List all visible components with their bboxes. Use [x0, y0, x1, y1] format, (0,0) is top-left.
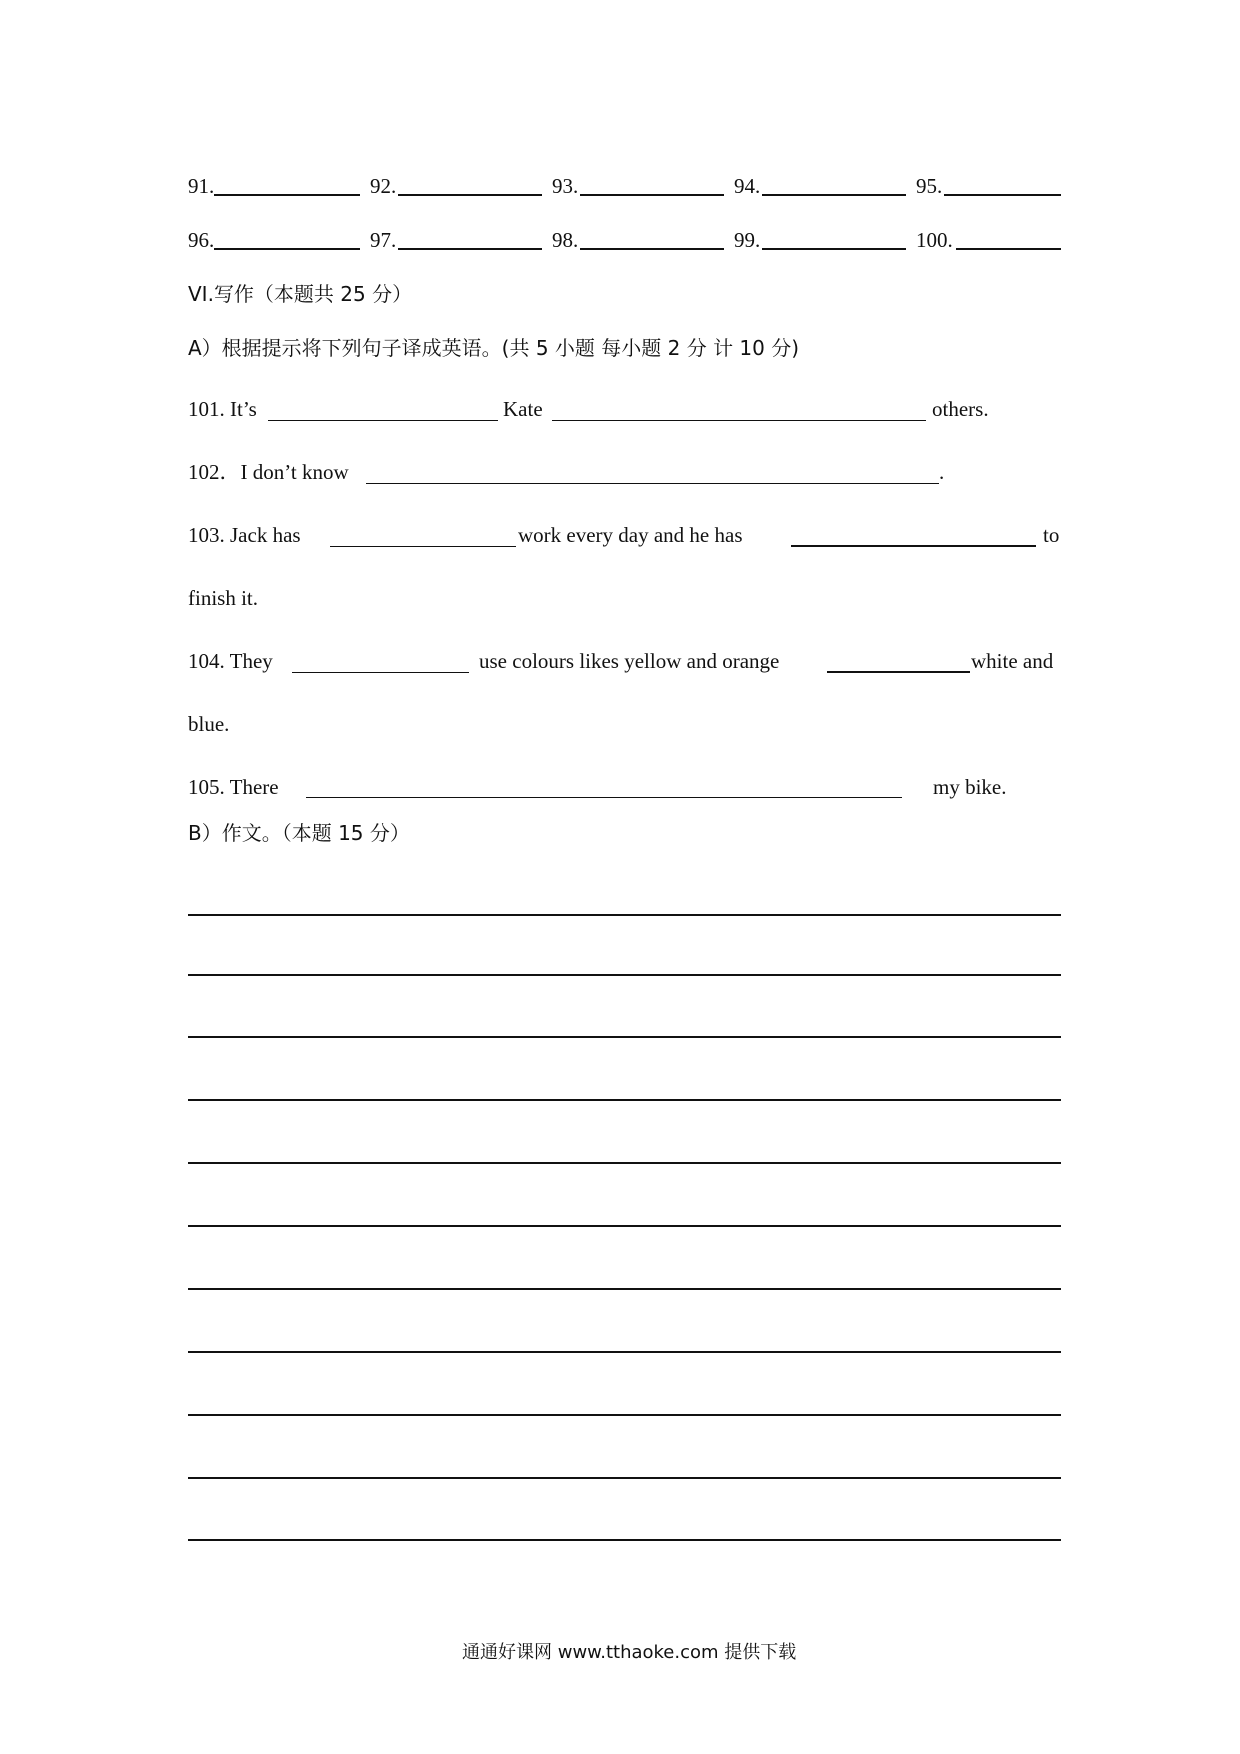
answer-label-97: 97. [370, 228, 397, 252]
answer-label-93: 93. [552, 174, 579, 198]
q103-blank-1[interactable] [330, 546, 516, 547]
section-title: VI.写作（本题共 25 分） [188, 282, 413, 306]
composition-line[interactable] [188, 1036, 1061, 1038]
q102-suffix: . [939, 460, 945, 484]
answer-blank-99[interactable] [762, 248, 906, 250]
q104-middle: use colours likes yellow and orange [479, 649, 780, 673]
q103-middle: work every day and he has [518, 523, 743, 547]
composition-line[interactable] [188, 974, 1061, 976]
answer-blank-92[interactable] [398, 194, 542, 196]
answer-blank-91[interactable] [214, 194, 360, 196]
q104-suffix: white and [971, 649, 1054, 673]
answer-blank-95[interactable] [944, 194, 1061, 196]
q101-prefix: 101. It’s [188, 397, 257, 421]
q104-blank-2[interactable] [827, 671, 970, 673]
part-b-title: B）作文。（本题 15 分） [188, 821, 410, 845]
composition-line[interactable] [188, 1225, 1061, 1227]
composition-line[interactable] [188, 1351, 1061, 1353]
page-footer: 通通好课网 www.tthaoke.com 提供下载 [462, 1642, 797, 1663]
q103-blank-2[interactable] [791, 545, 1036, 547]
answer-blank-98[interactable] [580, 248, 724, 250]
answer-label-98: 98. [552, 228, 579, 252]
answer-blank-94[interactable] [762, 194, 906, 196]
answer-label-95: 95. [916, 174, 943, 198]
composition-line[interactable] [188, 1414, 1061, 1416]
q101-suffix: others. [932, 397, 989, 421]
composition-line[interactable] [188, 914, 1061, 916]
q103-prefix: 103. Jack has [188, 523, 301, 547]
q104-prefix: 104. They [188, 649, 273, 673]
q104-line2: blue. [188, 712, 230, 736]
composition-line[interactable] [188, 1477, 1061, 1479]
composition-line[interactable] [188, 1099, 1061, 1101]
answer-label-99: 99. [734, 228, 761, 252]
q105-blank[interactable] [306, 797, 902, 798]
q104-blank-1[interactable] [292, 672, 469, 673]
answer-blank-93[interactable] [580, 194, 724, 196]
answer-label-92: 92. [370, 174, 397, 198]
answer-label-91: 91. [188, 174, 215, 198]
composition-line[interactable] [188, 1539, 1061, 1541]
q105-prefix: 105. There [188, 775, 279, 799]
q102-prefix: 102．I don’t know [188, 460, 349, 484]
answer-label-96: 96. [188, 228, 215, 252]
q105-suffix: my bike. [933, 775, 1007, 799]
q101-middle: Kate [503, 397, 543, 421]
composition-line[interactable] [188, 1162, 1061, 1164]
answer-blank-100[interactable] [956, 248, 1061, 250]
q102-blank[interactable] [366, 483, 939, 484]
q103-line2: finish it. [188, 586, 259, 610]
part-a-title: A）根据提示将下列句子译成英语。(共 5 小题 每小题 2 分 计 10 分) [188, 336, 800, 360]
answer-label-100: 100. [916, 228, 953, 252]
composition-line[interactable] [188, 1288, 1061, 1290]
answer-blank-96[interactable] [214, 248, 360, 250]
answer-label-94: 94. [734, 174, 761, 198]
q101-blank-2[interactable] [552, 420, 926, 421]
q103-suffix: to [1043, 523, 1060, 547]
q101-blank-1[interactable] [268, 420, 498, 421]
answer-blank-97[interactable] [398, 248, 542, 250]
